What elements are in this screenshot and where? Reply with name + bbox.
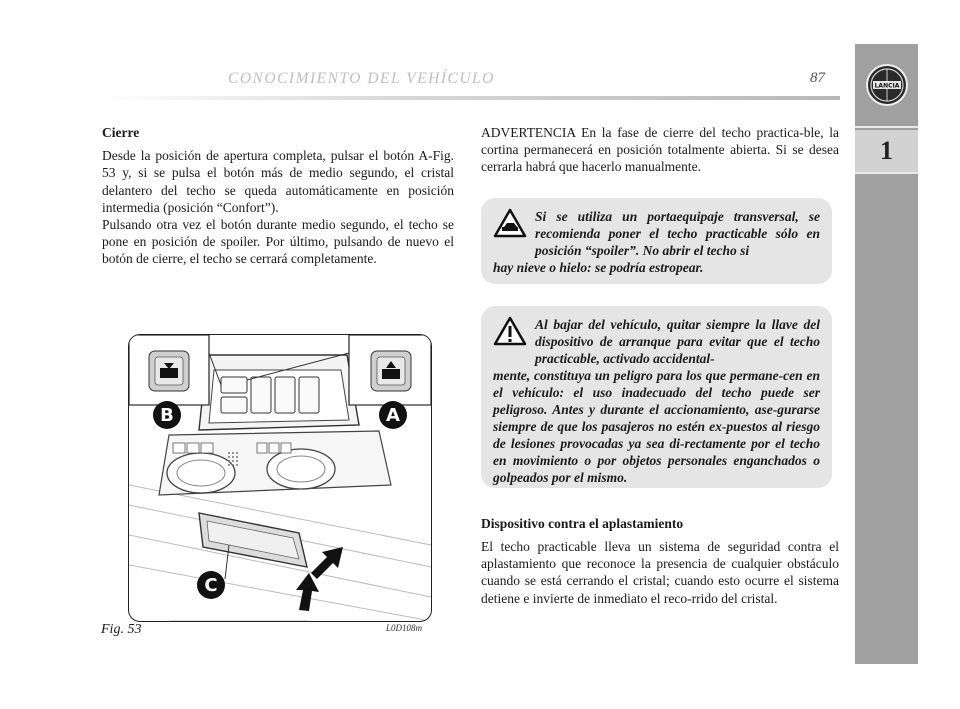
danger-warning-icon [493, 316, 527, 346]
lancia-logo [855, 44, 918, 126]
figure-caption: Fig. 53 [101, 622, 142, 637]
warning-text-lead: Si se utiliza un portaequipaje transversal, se recomienda poner el techo practicable sólo en posición “spoiler”. No abrir el techo si [535, 209, 820, 258]
label-c-text: C [204, 574, 218, 596]
section-heading-anti-pinch: Dispositivo contra el aplastamiento [481, 516, 684, 531]
warning-text-lead: Al bajar del vehículo, quitar siempre la llave del dispositivo de arranque para evitar que el techo practicable, activado accidental- [535, 317, 820, 366]
anti-pinch-paragraph: El techo practicable lleva un sistema de seguridad contra el aplastamiento que reconoce la presencia de cualquier obstáculo cuando se está cerrando el cristal; cuando esto ocurre el sistema detiene e invierte de inmediato el reco-rrido del cristal. [481, 539, 839, 606]
label-a-marker [379, 401, 407, 429]
label-a-text: A [386, 404, 400, 426]
chapter-sidebar [855, 44, 918, 664]
logo-lettering: LANCIA [874, 82, 899, 90]
page-header-title: CONOCIMIENTO DEL VEHÍCULO [228, 70, 495, 87]
chapter-number: 1 [855, 130, 918, 172]
sidebar-divider [855, 126, 918, 128]
header-rule [100, 96, 840, 100]
sidebar-divider [855, 172, 918, 174]
left-column [102, 124, 454, 268]
advertencia-paragraph: ADVERTENCIA En la fase de cierre del techo practica-ble, la cortina permanecerá en posición totalmente abierta. Si se desea cerrarla habrá que hacerlo manualmente. [481, 125, 839, 175]
label-b-marker [153, 401, 181, 429]
warning-text-rest: hay nieve o hielo: se podría estropear. [493, 260, 704, 275]
figure-code: L0D108m [386, 623, 423, 633]
roof-console-drawing [129, 335, 431, 621]
paragraph: Pulsando otra vez el botón durante medio segundo, el techo se pone en posición de spoiler. Por último, pulsando de nuevo el botón de cierre, el techo se cerrará completamente. [102, 217, 454, 267]
figure-53-illustration [128, 334, 432, 622]
lancia-logo-icon [864, 62, 910, 108]
right-column [481, 124, 839, 176]
paragraph: Desde la posición de apertura completa, pulsar el botón A-Fig. 53 y, si se pulsa el botón más de medio segundo, el cristal delantero del techo se queda automáticamente en posición intermedia (posición “Confort”). [102, 148, 454, 215]
section-heading-cierre: Cierre [102, 125, 140, 140]
warning-text-rest: mente, constituya un peligro para los que permane-cen en el vehículo: el uso inadecuado del techo puede ser peligroso. Antes y durante el accionamiento, ase-gurarse siempre de que los pasajeros no estén ex-puestos al riesgo de lesiones provocadas ya sea di-rectamente por el techo en movimiento o por objetos personales enganchados o golpeados por el mismo. [493, 368, 820, 485]
page-number: 87 [810, 70, 825, 86]
label-b-text: B [160, 404, 174, 426]
roof-rack-warning-box [481, 198, 832, 284]
label-c-marker [197, 571, 225, 599]
key-removal-warning-box [481, 306, 832, 488]
roof-rack-warning-icon [493, 208, 527, 238]
